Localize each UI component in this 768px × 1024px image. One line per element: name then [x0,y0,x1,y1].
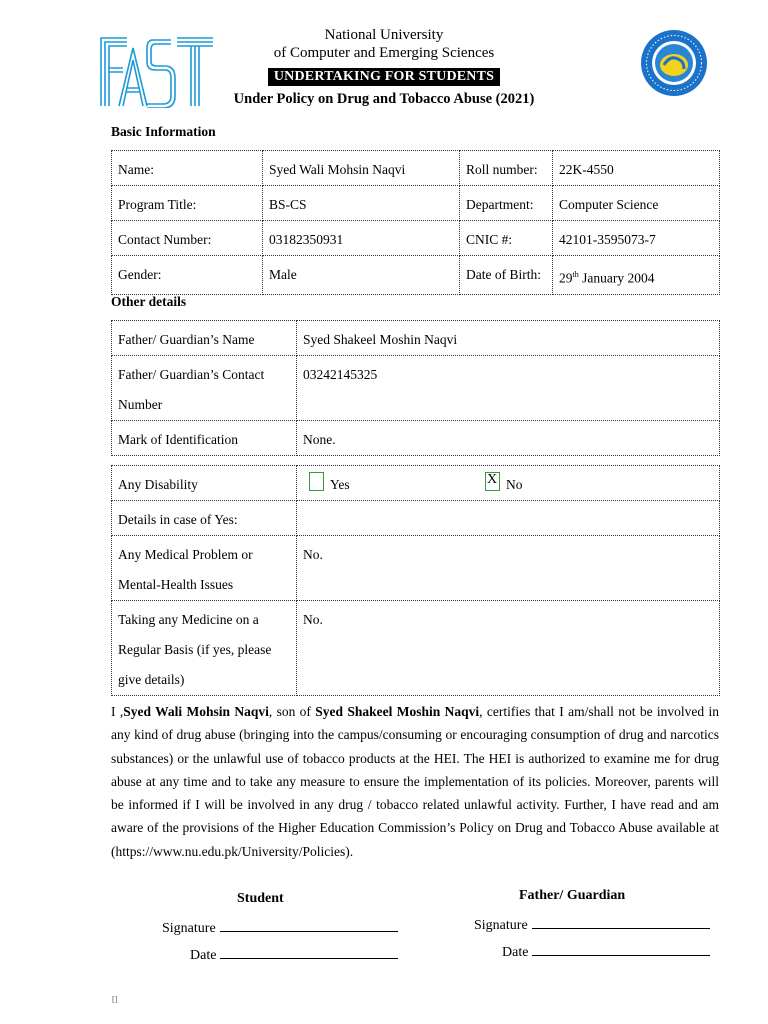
signature-line [532,916,710,929]
table-row [112,186,720,221]
medical-problem-label [112,536,297,601]
guardian-signature-heading: Father/ Guardian [519,888,626,903]
dob-rest: January 2004 [578,270,655,286]
medicine-value: No. [297,601,720,696]
guardian-contact-label [112,356,297,421]
department-value: Computer Science [553,186,720,221]
guardian-contact-label-line-1: Father/ Guardian’s Contact [118,367,265,382]
medicine-label-line-2: Regular Basis (if yes, please [118,642,272,657]
medical-problem-label-line-1: Any Medical Problem or [118,547,253,562]
name-value: Syed Wali Mohsin Naqvi [263,151,460,186]
identification-mark-label: Mark of Identification [112,421,297,456]
page-mark: [] [112,995,118,1004]
signature-line [220,919,398,932]
table-row [112,466,720,501]
cnic-label: CNIC #: [460,221,553,256]
guardian-name-value: Syed Shakeel Moshin Naqvi [297,321,720,356]
medicine-label-line-1: Taking any Medicine on a [118,612,259,627]
date-line [532,943,710,956]
dob-suffix: th [572,270,579,279]
other-details-table [111,320,720,456]
disability-options [297,466,720,501]
health-details-table [111,465,720,696]
university-name-line-2: of Computer and Emerging Sciences [273,45,495,61]
no-checkbox[interactable] [485,472,500,491]
medical-problem-label-line-2: Mental-Health Issues [118,577,234,592]
table-row [112,221,720,256]
date-line [220,946,398,959]
table-row [112,601,720,696]
contact-label: Contact Number: [112,221,263,256]
student-signature-field[interactable] [162,919,398,937]
program-label: Program Title: [112,186,263,221]
details-label: Details in case of Yes: [112,501,297,536]
name-label: Name: [112,151,263,186]
date-label: Date [190,948,217,963]
gender-label: Gender: [112,256,263,295]
dob-value [553,256,720,295]
table-row [112,321,720,356]
gender-value: Male [263,256,460,295]
medicine-label [112,601,297,696]
basic-info-table [111,150,720,295]
program-value: BS-CS [263,186,460,221]
declaration-middle: , son of [268,704,316,719]
guardian-signature-field[interactable] [474,916,710,934]
table-row [112,256,720,295]
cnic-value: 42101-3595073-7 [553,221,720,256]
table-row [112,356,720,421]
yes-label: Yes [330,477,350,492]
university-name-line-1: National University [324,27,444,43]
banner-text: UNDERTAKING FOR STUDENTS [268,68,500,86]
declaration-guardian-name: Syed Shakeel Moshin Naqvi [315,704,480,719]
no-checkbox-mark: X [487,472,498,487]
declaration-body: , certifies that I am/shall not be involved in any kind of drug abuse (bringing into the campus/consuming or encouraging consumption of drug and narcotics substances) or the unlawful use of tobacco products at the HEI. The HEI is authorized to examine me for drug abuse at any time and to take any measure to ensure the implementation of its policies. Moreover, parents will be informed if I will be involved in any drug / tobacco related unlawful activity. Further, I have read and am aware of the provisions of the Higher Education Commission’s Policy on Drug and Tobacco Abuse available at (https://www.nu.edu.pk/University/Policies). [111,704,720,859]
medical-problem-value: No. [297,536,720,601]
no-label: No [506,477,523,492]
table-row [112,501,720,536]
other-details-title: Other details [111,294,187,309]
identification-mark-value: None. [297,421,720,456]
department-label: Department: [460,186,553,221]
basic-info-title: Basic Information [111,124,216,139]
date-label: Date [502,945,529,960]
yes-checkbox[interactable] [309,472,324,491]
table-row [112,421,720,456]
document-banner [0,68,768,86]
dob-day: 29 [559,270,573,286]
student-date-field[interactable] [190,946,398,964]
medicine-label-line-3: give details) [118,672,185,687]
contact-value: 03182350931 [263,221,460,256]
roll-number-label: Roll number: [460,151,553,186]
details-value [297,501,720,536]
declaration-paragraph [111,700,719,863]
declaration-student-name: Syed Wali Mohsin Naqvi [123,704,269,719]
guardian-name-label: Father/ Guardian’s Name [112,321,297,356]
student-signature-heading: Student [237,891,284,906]
document-subtitle: Under Policy on Drug and Tobacco Abuse (2021) [233,91,535,107]
declaration-prefix: I , [111,704,124,719]
guardian-date-field[interactable] [502,943,710,961]
signature-label: Signature [474,918,528,933]
disability-label: Any Disability [112,466,297,501]
signature-label: Signature [162,921,216,936]
table-row [112,536,720,601]
guardian-contact-value: 03242145325 [297,356,720,421]
roll-number-value: 22K-4550 [553,151,720,186]
guardian-contact-label-line-2: Number [118,397,163,412]
table-row [112,151,720,186]
dob-label: Date of Birth: [460,256,553,295]
